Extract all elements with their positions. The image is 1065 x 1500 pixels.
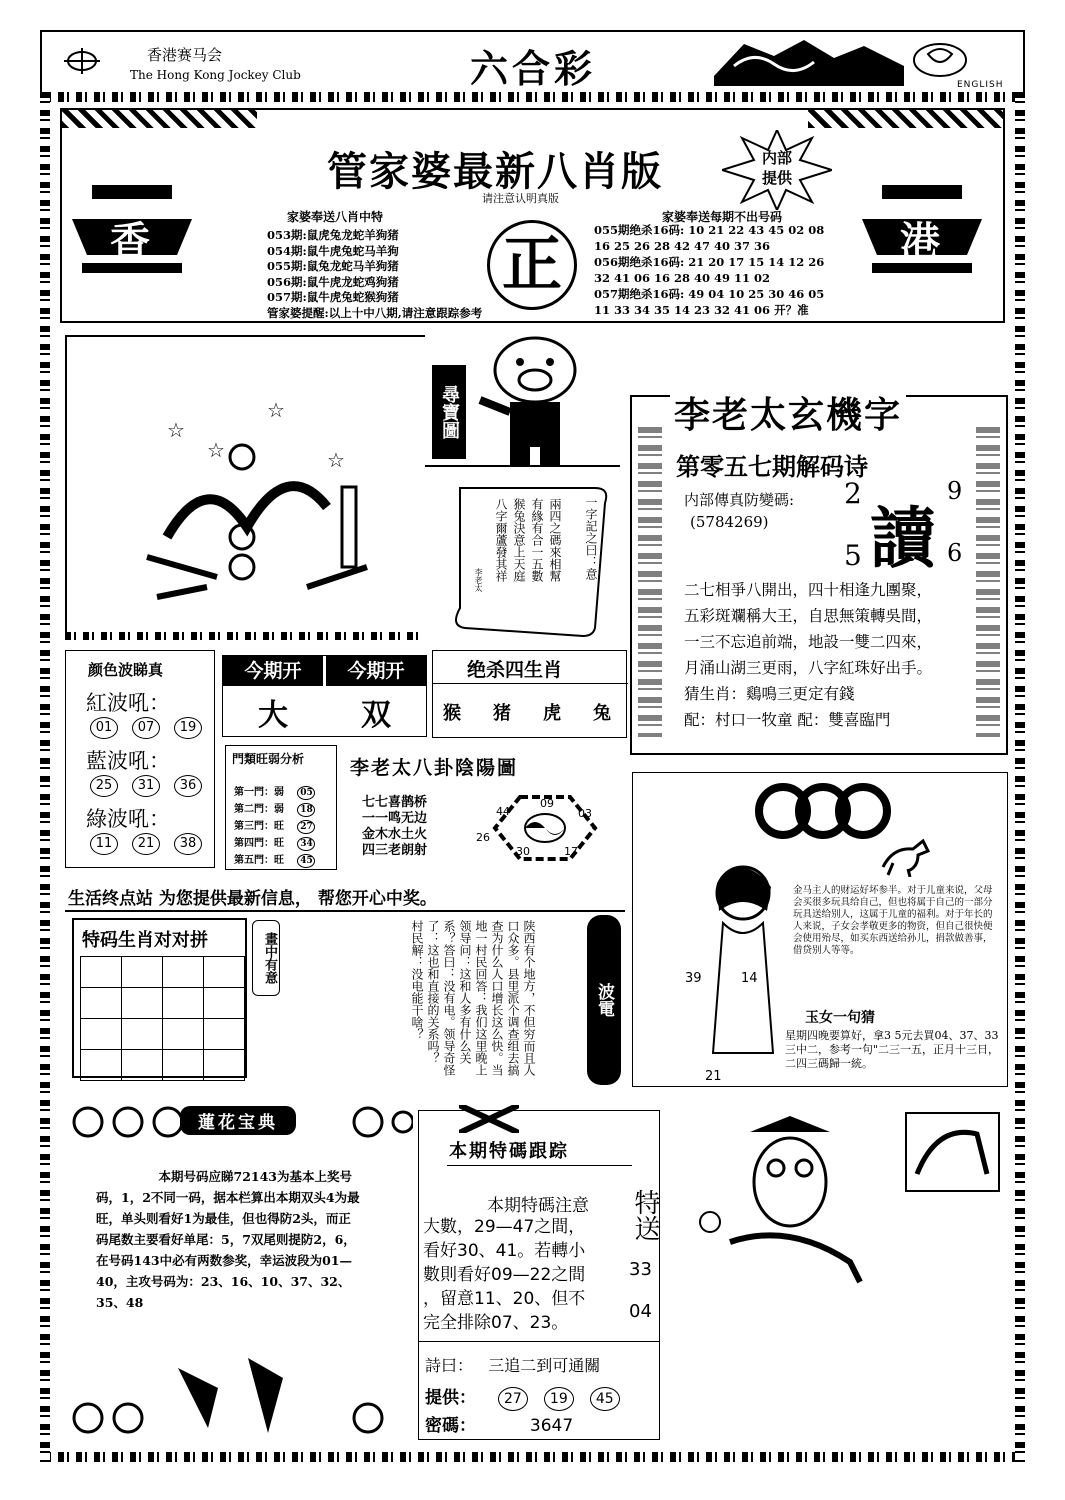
kill-item: 兔 <box>593 703 611 724</box>
green-numbers <box>90 833 202 855</box>
story-col: 口众多。县里派个调查组去搞 <box>506 920 520 1076</box>
door-row: 第五門：旺 45 <box>234 852 315 869</box>
color-panel <box>65 650 215 868</box>
poem <box>684 577 932 733</box>
english-logo-icon <box>910 40 970 80</box>
seal-char: 正 <box>502 230 562 300</box>
svg-text:☆: ☆ <box>167 418 185 442</box>
story-col: 领导问：这和人多有什么关 <box>458 920 472 1064</box>
fax-label: 内部傳真防變碼: <box>684 491 795 509</box>
pair-grid-table <box>80 956 245 1081</box>
treasure-frame-line <box>425 465 620 467</box>
bagua-title: 李老太八卦陰陽圖 <box>350 757 519 779</box>
poem-line: 二七相爭八開出，四十相逢九團聚， <box>684 581 933 599</box>
track-side-num: 33 <box>629 1259 652 1280</box>
outer-border-left <box>40 92 50 1462</box>
guess-line: 猜生肖：鷄鳴三更定有錢 <box>684 685 855 703</box>
club-name-en: The Hong Kong Jockey Club <box>130 68 301 82</box>
ring-number: 14 <box>741 971 758 986</box>
this-period-head-2: 今期开 <box>326 656 426 686</box>
rings-text: 金马主人的财运好坏参半。对于儿童来说，父母会买很多玩具给自己，但也将属于自己的一部分玩具送给别人，这属于儿童的福利。对于年长的人来说，子女会孝敬更多的物资，但自己很快便会使用殆尽，如买东西送给孙儿，捐款做善事，借贷别人等等。 <box>793 885 993 956</box>
english-link[interactable]: ENGLISH <box>957 80 1004 90</box>
horse-icon <box>878 837 938 877</box>
right-line: 11 33 34 35 14 23 32 41 06 开？准 <box>594 303 809 317</box>
track-code: 密碼： 3647 <box>425 1416 574 1436</box>
top-panel-subtitle: 请注意认明真版 <box>482 192 559 205</box>
pig-mascot-icon <box>470 330 600 470</box>
track-panel <box>418 1110 660 1440</box>
door-row: 第二門：弱 18 <box>234 801 315 818</box>
num-top-right: 9 <box>947 477 963 505</box>
left-line: 057期:鼠牛虎兔蛇猴狗猪 <box>267 290 399 304</box>
track-title-rule <box>447 1165 632 1166</box>
side-block-left <box>72 155 192 280</box>
track-poem: 詩曰： 三追二到可通關 <box>425 1356 601 1375</box>
left-line: 053期:鼠虎兔龙蛇羊狗猪 <box>267 228 399 242</box>
blue-numbers <box>90 775 202 797</box>
pair-grid-side: 畫中有意 <box>252 920 280 996</box>
li-border-left <box>638 427 662 737</box>
right-line: 056期绝杀16码: 21 20 17 15 14 12 26 <box>594 255 825 269</box>
header <box>40 30 1025 92</box>
scroll-title: 一字記之曰：意 <box>584 496 598 580</box>
track-side-num: 04 <box>629 1301 652 1322</box>
top-panel-title: 管家婆最新八肖版 <box>327 148 663 195</box>
kill-four-items <box>443 699 611 725</box>
outer-border-right <box>1015 92 1025 1462</box>
side-char-right: 港 <box>900 218 940 265</box>
life-bar: 生活终点站 为您提供最新信息， 帮您开心中奖。 <box>68 889 437 909</box>
svg-text:☆: ☆ <box>327 448 345 472</box>
left-line: 055期:鼠兔龙蛇马羊狗猪 <box>267 259 399 273</box>
green-ball: 11 <box>90 833 118 855</box>
right-line: 16 25 26 28 42 47 40 37 36 <box>594 239 771 253</box>
red-ball: 01 <box>90 717 118 739</box>
yunv-title: 玉女一句猜 <box>805 1010 875 1026</box>
rings-panel <box>632 772 1008 1087</box>
page-title: 六合彩 <box>470 46 597 91</box>
bagua-num: 30 <box>516 845 530 858</box>
red-numbers <box>90 717 202 739</box>
track-provide: 提供： 27 19 45 <box>425 1383 620 1411</box>
ring-number: 21 <box>705 1069 722 1084</box>
kill-four <box>432 650 627 738</box>
bagua-num: 26 <box>476 831 490 844</box>
bagua-num: 03 <box>578 807 592 820</box>
bagua-num: 09 <box>540 797 554 810</box>
story-col: 了：这也和直接的关系吗？ <box>426 920 440 1064</box>
story-col: 陕西有个地方，不但穷而且人 <box>522 920 536 1076</box>
story <box>395 915 630 1090</box>
green-ball: 21 <box>132 833 160 855</box>
blue-ball: 25 <box>90 775 118 797</box>
kill-item: 猪 <box>493 703 511 724</box>
door-title: 門類旺弱分析 <box>232 752 305 766</box>
blue-ball: 36 <box>174 775 202 797</box>
right-line: 057期绝杀16码: 49 04 10 25 30 46 05 <box>594 287 825 301</box>
life-bar-rule <box>65 910 625 912</box>
corner-illustration <box>905 1112 1000 1192</box>
right-line: 055期绝杀16码: 10 21 22 43 45 02 08 <box>594 223 825 237</box>
story-side: 波電 <box>587 915 621 1085</box>
svg-text:☆: ☆ <box>207 438 225 462</box>
track-title: 本期特碼跟踪 <box>449 1141 569 1162</box>
door-row: 第四門：旺 34 <box>234 835 315 852</box>
provide-ball: 45 <box>590 1387 620 1411</box>
blue-label: 藍波吼： <box>86 749 170 773</box>
provide-ball: 19 <box>544 1387 574 1411</box>
right-heading: 家婆奉送每期不出号码 <box>662 210 783 224</box>
provide-ball: 27 <box>498 1387 528 1411</box>
svg-text:☆: ☆ <box>267 398 285 422</box>
seal-circle <box>487 220 577 310</box>
ring-number: 39 <box>685 971 702 986</box>
this-period-head-1: 今期开 <box>223 656 323 686</box>
track-side: 特送 <box>630 1189 660 1241</box>
treasure-picture <box>127 397 387 617</box>
right-diamond-strip <box>808 110 1003 128</box>
kill-four-title: 绝杀四生肖 <box>467 659 563 681</box>
this-period <box>222 655 427 737</box>
story-col: 查为什么人口增长这么快。当 <box>490 920 504 1076</box>
fax-number: (5784269) <box>690 513 769 531</box>
woman-figure <box>693 853 793 1073</box>
logo-icon <box>60 46 104 76</box>
rings-icon <box>723 781 923 841</box>
color-title: 颜色波睇真 <box>88 661 164 679</box>
li-subtitle: 第零五七期解码诗 <box>676 452 868 481</box>
kill-item: 猴 <box>443 703 461 724</box>
door-rows <box>234 784 315 869</box>
bagua-num: 44 <box>496 805 510 818</box>
treasure-area <box>65 335 425 635</box>
owl-illustration <box>690 1112 890 1312</box>
blue-ball: 31 <box>132 775 160 797</box>
door-row: 第一門：弱 05 <box>234 784 315 801</box>
green-ball: 38 <box>174 833 202 855</box>
story-col: 村民解：没电能干啥？ <box>410 920 424 1040</box>
lotus-decor <box>68 1348 413 1438</box>
li-panel <box>630 395 1008 755</box>
track-lines: 大數，29—47之間， 看好30、41。若轉小 數則看好09—22之間 ，留意11、20、但不 完全排除07、23。 <box>423 1217 586 1333</box>
left-line: 056期:鼠牛虎龙蛇鸡狗猪 <box>267 274 399 289</box>
left-lines <box>267 228 482 321</box>
scroll-line: 有緣有合一五數 <box>530 498 544 582</box>
this-period-value-2: 双 <box>361 698 391 733</box>
left-heading: 家婆奉送八肖中特 <box>287 210 384 224</box>
pair-grid <box>72 918 247 1078</box>
big-char: 讀 <box>870 499 936 577</box>
poem-line: 五彩斑斕稱大王，自思無策轉吳間， <box>684 607 933 625</box>
story-col: 系？答曰：没有电。领导奇怪 <box>442 920 456 1076</box>
bagua-num: 17 <box>564 845 578 858</box>
door-panel <box>225 745 337 870</box>
scroll-line: 兩四之碼來相幫 <box>548 498 562 582</box>
red-ball: 07 <box>132 717 160 739</box>
outer-border-top <box>40 92 1025 102</box>
num-bottom-right: 6 <box>947 539 963 567</box>
red-label: 紅波吼： <box>86 691 170 715</box>
door-row: 第三門：旺 27 <box>234 818 315 835</box>
horse-banner <box>714 36 904 86</box>
badge-text: 内部提供 <box>761 149 792 187</box>
li-border-right <box>976 427 1000 737</box>
lotus-panel <box>68 1098 413 1443</box>
badge-star <box>722 130 832 210</box>
scroll-sign: 李老太 <box>474 568 483 592</box>
left-diamond-strip <box>62 110 257 128</box>
right-line: 32 41 06 16 28 40 49 11 02 <box>594 271 771 285</box>
kill-four-rule <box>433 683 628 684</box>
lotus-text: 本期号码应睇72143为基本上奖号码，1，2不同一码，据本栏算出本期双头4为最旺，单头则看好1为最佳，但也得防2头，而正码尾数主要看好单尾：5，7双尾则提防2，6，在号码143中必有两数参奖，幸运波段为01—40，主攻号码为：23、16、10、37、32、35、48 <box>96 1169 360 1310</box>
poem-line: 月涌山湖三更雨，八字紅珠好出手。 <box>684 659 933 677</box>
green-label: 綠波吼： <box>86 807 170 831</box>
left-line: 054期:鼠牛虎兔蛇马羊狗 <box>267 243 399 258</box>
num-top-left: 2 <box>844 477 862 510</box>
treasure-label: 尋寶圖 <box>432 365 466 459</box>
poem-line: 一三不忘追前端，地設一雙二四來， <box>684 633 933 651</box>
red-ball: 19 <box>174 717 202 739</box>
scroll-line: 八字爾蘆發其祥 <box>494 498 508 582</box>
top-panel <box>60 108 1005 323</box>
lotus-title: 蓮花宝典 <box>180 1106 296 1135</box>
left-line: 管家婆提醒:以上十中八期,请注意跟踪参考 <box>267 305 483 320</box>
bagua-panel <box>340 745 625 870</box>
this-period-value-1: 大 <box>258 698 288 733</box>
yunv-text: 星期四晚要算好，拿3 5元去買04、37、33三中二，参考一句"二三一五，正月十三日，二四三碼歸一統。 <box>785 1029 1000 1070</box>
num-bottom-left: 5 <box>844 539 862 572</box>
pair-grid-title: 特码生肖对对拼 <box>82 930 208 951</box>
bagua-lines: 七七喜鹊桥 一一鸣无边 金木水土火 四三老朗射 <box>362 795 428 858</box>
track-intro: 本期特碼注意 <box>487 1196 589 1216</box>
track-poem-rule <box>419 1341 659 1342</box>
outer-border-bottom <box>40 1452 1025 1462</box>
scroll-line: 猴兔決意上天庭 <box>512 498 526 582</box>
side-block-right <box>862 155 982 280</box>
story-col: 地一村民回答：我们这里晚上 <box>474 920 488 1076</box>
right-lines <box>594 222 824 318</box>
track-x-icon <box>459 1105 519 1133</box>
kill-item: 虎 <box>543 703 561 724</box>
scroll <box>445 478 615 638</box>
divider-bar <box>65 632 425 640</box>
club-name-cn: 香港赛马会 <box>147 46 223 64</box>
side-char-left: 香 <box>110 218 150 265</box>
li-title: 李老太玄機字 <box>670 387 906 438</box>
pair-line: 配：村口一牧童 配：雙喜臨門 <box>684 711 891 729</box>
